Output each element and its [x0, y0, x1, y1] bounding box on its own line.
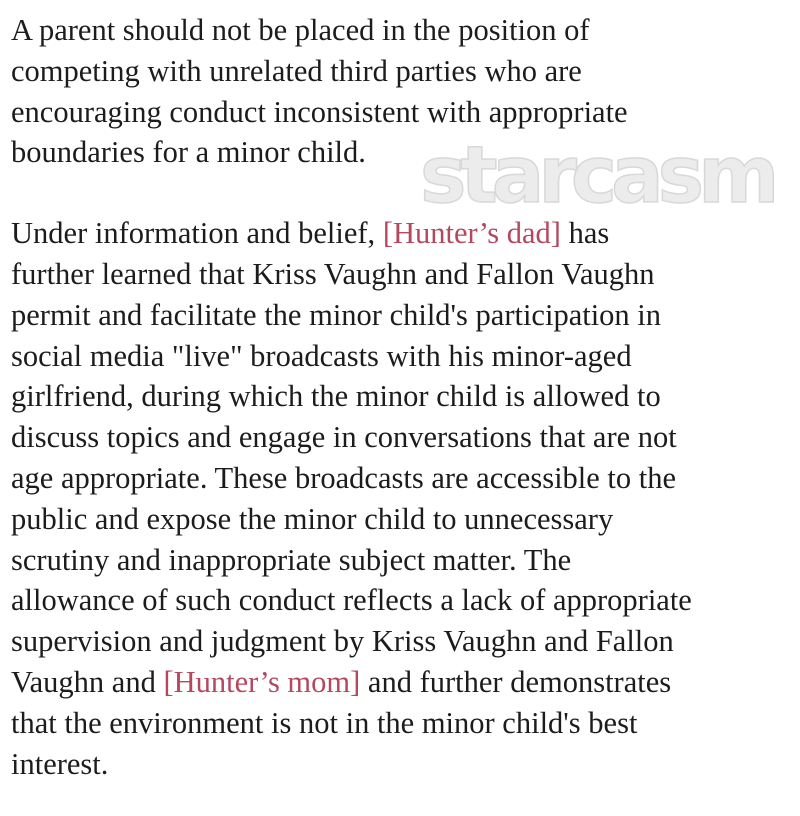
watermark-text: starcasm	[420, 136, 774, 216]
paragraph-1-text: A parent should not be placed in the position of competing with unrelated third parties who are encouraging conduct inconsistent with appropriate boundaries for a minor child.	[11, 13, 628, 170]
paragraph-2-part-3: and further demonstrates that the environment is not in the minor child's best interest.	[11, 664, 672, 781]
redacted-name-hunters-dad: [Hunter’s dad]	[382, 216, 561, 251]
paragraph-2-part-1: Under information and belief,	[11, 216, 383, 251]
document-body	[11, 10, 793, 784]
paragraph-information-and-belief	[11, 213, 793, 784]
redacted-name-hunters-mom: [Hunter’s mom]	[163, 664, 361, 699]
paragraph-parent-position	[11, 10, 793, 173]
paragraph-2-part-2: has further learned that Kriss Vaughn and Fallon Vaughn permit and facilitate the minor child's participation in social media "live" broadcasts with his minor-aged girlfriend, during which the minor child is allowed to discuss topics and engage in conversations that are not age appropriate. These broadcasts are accessible to the public and expose the minor child to unnecessary scrutiny and inappropriate subject matter. The allowance of such conduct reflects a lack of appropriate supervision and judgment by Kriss Vaughn and Fallon Vaughn and	[11, 216, 692, 699]
